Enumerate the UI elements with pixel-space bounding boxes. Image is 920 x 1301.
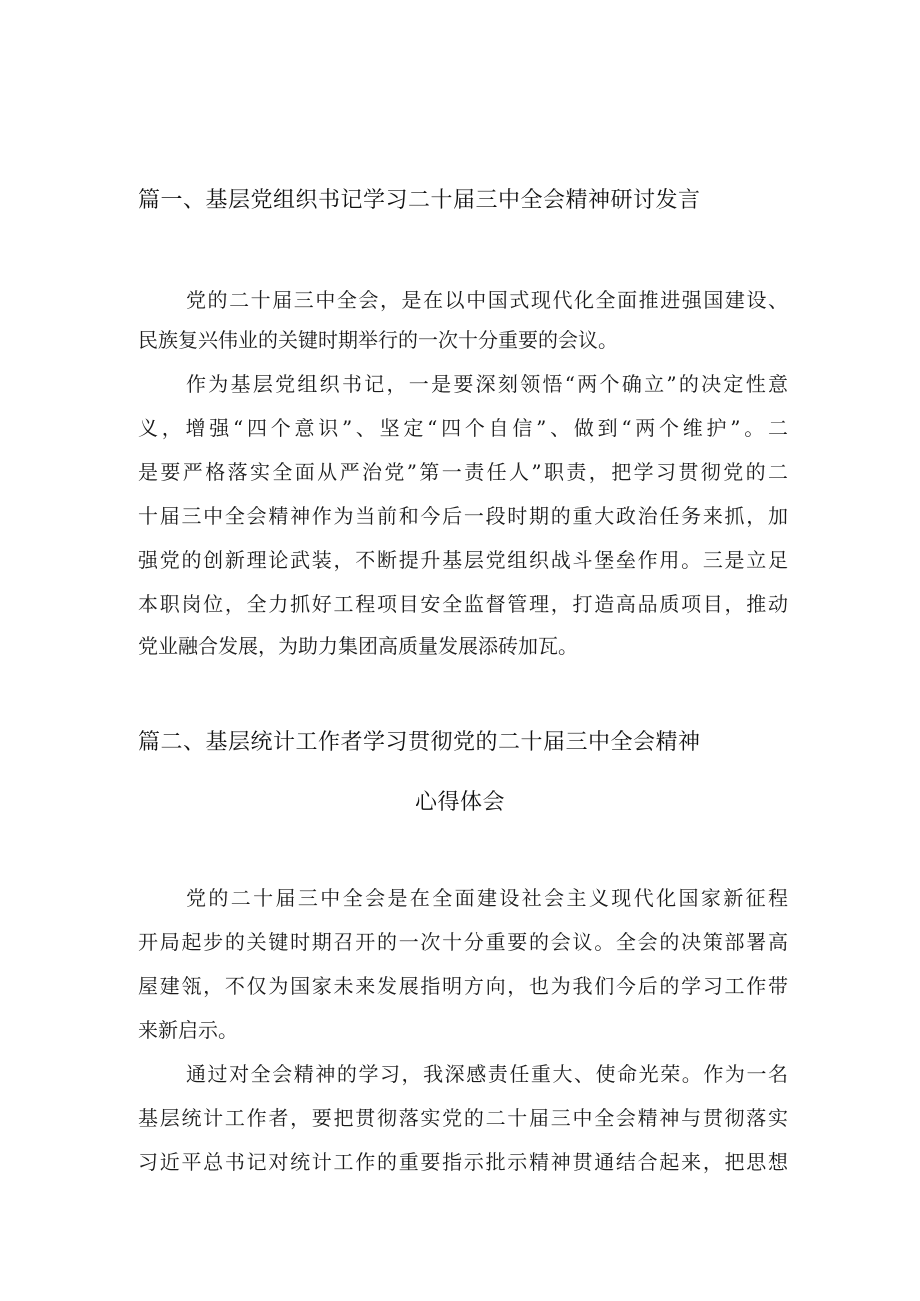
section1-para2-line: 是要严格落实全面从严治党”第一责任人”职责，把学习贯彻党的二 bbox=[138, 460, 788, 484]
section2-para2-line: 通过对全会精神的学习，我深感责任重大、使命光荣。作为一名 bbox=[186, 1062, 788, 1086]
section2-para1-line: 屋建瓴，不仅为国家未来发展指明方向，也为我们今后的学习工作带 bbox=[138, 974, 788, 998]
section1-para2-line: 本职岗位，全力抓好工程项目安全监督管理，打造高品质项目，推动 bbox=[138, 592, 788, 616]
section1-para2-line: 作为基层党组织书记，一是要深刻领悟“两个确立”的决定性意 bbox=[186, 372, 788, 396]
section2-para2-line: 习近平总书记对统计工作的重要指示批示精神贯通结合起来，把思想 bbox=[138, 1150, 788, 1174]
section2-title-line2: 心得体会 bbox=[414, 790, 505, 815]
section1-para2-line: 义，增强“四个意识”、坚定“四个自信”、做到“两个维护”。二 bbox=[138, 416, 788, 440]
section2-para1-line: 开局起步的关键时期召开的一次十分重要的会议。全会的决策部署高 bbox=[138, 930, 788, 954]
section1-para2-line: 强党的创新理论武装，不断提升基层党组织战斗堡垒作用。三是立足 bbox=[138, 548, 788, 572]
section1-title: 篇一、基层党组织书记学习二十届三中全会精神研讨发言 bbox=[138, 188, 701, 213]
section1-para1-line: 民族复兴伟业的关键时期举行的一次十分重要的会议。 bbox=[138, 328, 618, 352]
section2-para1-line: 党的二十届三中全会是在全面建设社会主义现代化国家新征程 bbox=[186, 886, 788, 910]
section1-para1-line: 党的二十届三中全会，是在以中国式现代化全面推进强国建设、 bbox=[186, 288, 788, 312]
section1-para2-line: 党业融合发展，为助力集团高质量发展添砖加瓦。 bbox=[138, 634, 578, 658]
section2-title-line1: 篇二、基层统计工作者学习贯彻党的二十届三中全会精神 bbox=[138, 730, 701, 755]
section2-para2-line: 基层统计工作者，要把贯彻落实党的二十届三中全会精神与贯彻落实 bbox=[138, 1106, 788, 1130]
section1-para2-line: 十届三中全会精神作为当前和今后一段时期的重大政治任务来抓，加 bbox=[138, 504, 788, 528]
section2-para1-line: 来新启示。 bbox=[138, 1018, 238, 1042]
